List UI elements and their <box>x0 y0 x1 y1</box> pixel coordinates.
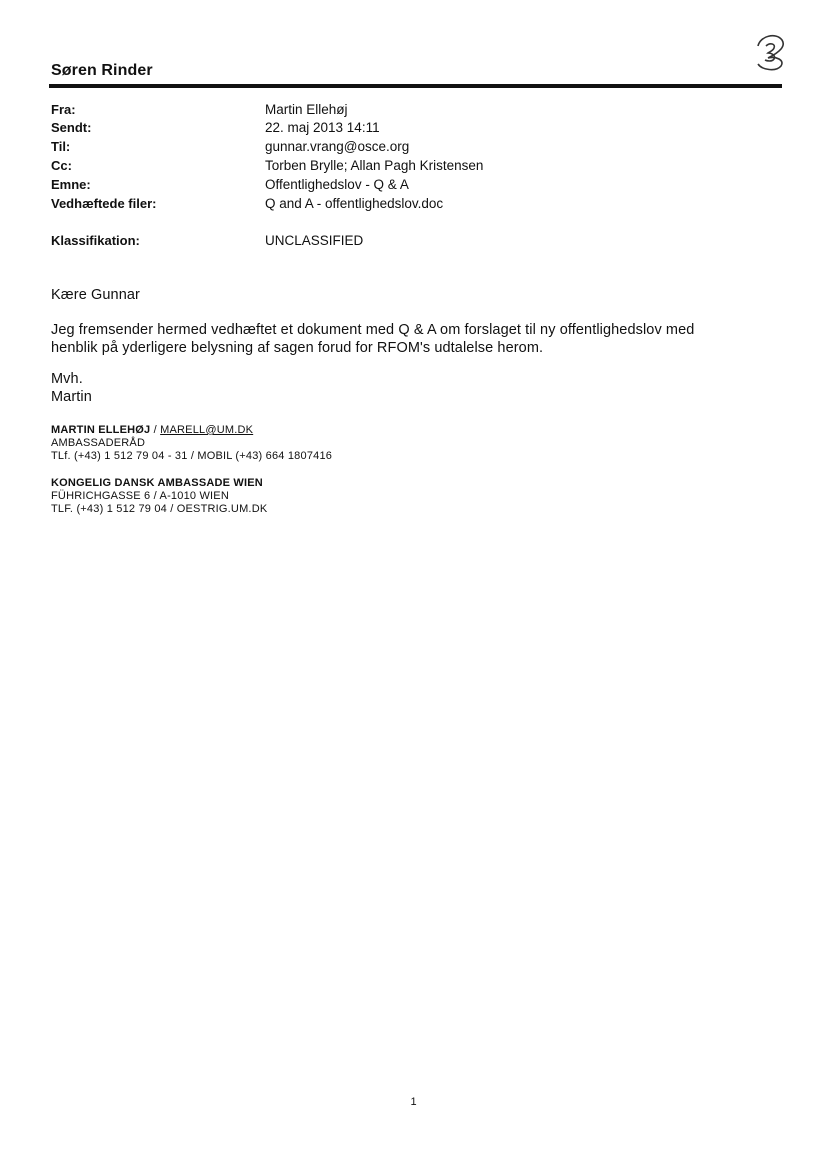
mailbox-owner-name: Søren Rinder <box>51 62 153 79</box>
handwritten-page-mark <box>752 28 790 72</box>
field-value: Q and A - offentlighedslov.doc <box>265 196 444 211</box>
field-label: Klassifikation: <box>51 233 140 248</box>
header-divider <box>49 84 782 88</box>
signature-org-phone: TLF. (+43) 1 512 79 04 / OESTRIG.UM.DK <box>51 503 268 515</box>
signature-org-name: KONGELIG DANSK AMBASSADE WIEN <box>51 477 263 489</box>
signature-separator: / <box>150 424 161 436</box>
signature-address: FÜHRICHGASSE 6 / A-1010 WIEN <box>51 490 229 502</box>
field-label: Til: <box>51 139 71 154</box>
sender-first-name: Martin <box>51 389 92 405</box>
field-value: Offentlighedslov - Q & A <box>265 177 409 192</box>
field-value: 22. maj 2013 14:11 <box>265 120 380 135</box>
field-value: gunnar.vrang@osce.org <box>265 139 410 154</box>
body-paragraph-line: henblik på yderligere belysning af sagen forud for RFOM's udtalelse herom. <box>51 340 544 356</box>
field-value: Torben Brylle; Allan Pagh Kristensen <box>265 158 484 173</box>
field-label: Cc: <box>51 158 72 173</box>
field-label: Fra: <box>51 102 76 117</box>
signature-email-link[interactable]: MARELL@UM.DK <box>160 424 254 436</box>
field-value: Martin Ellehøj <box>265 102 348 117</box>
field-label: Vedhæftede filer: <box>51 196 157 211</box>
page-number: 1 <box>410 1096 417 1108</box>
field-label: Emne: <box>51 177 91 192</box>
signature-title: AMBASSADERÅD <box>51 437 146 449</box>
field-label: Sendt: <box>51 120 92 135</box>
field-value: UNCLASSIFIED <box>265 233 364 248</box>
signature-name: MARTIN ELLEHØJ <box>51 424 151 436</box>
greeting: Kære Gunnar <box>51 287 140 303</box>
signature-name-line <box>51 424 253 437</box>
signature-phone: TLf. (+43) 1 512 79 04 - 31 / MOBIL (+43) 664 1807416 <box>51 450 333 462</box>
signature-org <box>51 477 263 490</box>
body-paragraph-line: Jeg fremsender hermed vedhæftet et dokument med Q & A om forslaget til ny offentlighedslov med <box>51 322 695 338</box>
closing: Mvh. <box>51 371 83 387</box>
